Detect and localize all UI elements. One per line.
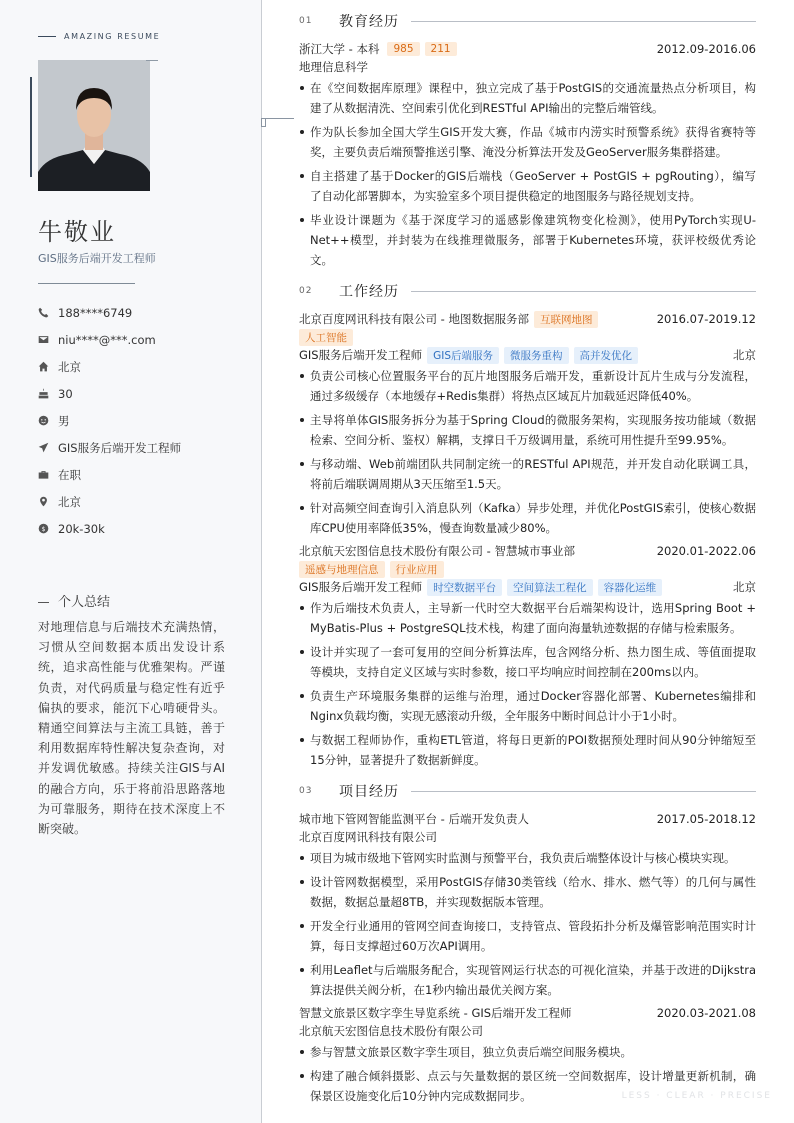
job-head bbox=[299, 310, 756, 328]
skill-tag: 高并发优化 bbox=[574, 347, 639, 364]
skill-tag: GIS后端服务 bbox=[427, 347, 499, 364]
project-head bbox=[299, 810, 756, 828]
divider bbox=[38, 283, 135, 284]
skill-tag: 容器化运维 bbox=[598, 579, 663, 596]
section-title: 工作经历 bbox=[339, 284, 399, 300]
education-date: 2012.09-2016.06 bbox=[656, 42, 756, 56]
project-org: 北京百度网讯科技有限公司 bbox=[299, 830, 437, 844]
profile-photo bbox=[38, 60, 150, 191]
phone-icon bbox=[38, 307, 49, 318]
info-city: 北京 bbox=[38, 353, 181, 380]
list-item: 与数据工程师协作，重构ETL管道，将每日更新的POI数据预处理时间从90分钟缩短至15分钟，显著提升了数据新鲜度。 bbox=[299, 730, 756, 770]
list-item: 作为后端技术负责人，主导新一代时空大数据平台后端架构设计，选用Spring Boot + MyBatis-Plus + PostgreSQL技术栈，构建了面向海量轨迹数据的存储与检索服务。 bbox=[299, 598, 756, 638]
industry-tag: 行业应用 bbox=[390, 561, 444, 578]
industry-tags bbox=[299, 328, 756, 346]
svg-text:$: $ bbox=[41, 525, 46, 533]
industry-tag: 人工智能 bbox=[299, 329, 353, 346]
info-location: 北京 bbox=[38, 488, 181, 515]
info-gender: 男 bbox=[38, 407, 181, 434]
info-phone: 188****6749 bbox=[38, 299, 181, 326]
job-date: 2016.07-2019.12 bbox=[656, 312, 756, 326]
list-item: 设计管网数据模型，采用PostGIS存储30类管线（给水、排水、燃气等）的几何与属性数据，数据总量超8TB，并实现数据版本管理。 bbox=[299, 872, 756, 912]
skill-tag: 微服务重构 bbox=[504, 347, 569, 364]
list-item: 毕业设计课题为《基于深度学习的遥感影像建筑物变化检测》，使用PyTorch实现U-Net++模型，并封装为在线推理微服务，部署于Kubernetes环境，获评校级优秀论文。 bbox=[299, 210, 756, 270]
sidebar-marker bbox=[261, 118, 266, 127]
project-org: 北京航天宏图信息技术股份有限公司 bbox=[299, 1024, 483, 1038]
photo-accent bbox=[30, 77, 32, 177]
send-icon bbox=[38, 442, 49, 453]
home-icon bbox=[38, 361, 49, 372]
list-item: 开发全行业通用的管网空间查询接口，支持管点、管段拓扑分析及爆管影响范围实时计算，每日支撑超过60万次API调用。 bbox=[299, 916, 756, 956]
project-date: 2020.03-2021.08 bbox=[656, 1006, 756, 1020]
job-head bbox=[299, 542, 756, 560]
section-title: 教育经历 bbox=[339, 14, 399, 30]
section-number: 01 bbox=[299, 16, 313, 26]
job-title: GIS服务后端开发工程师 bbox=[38, 252, 156, 265]
list-item: 利用Leaflet与后端服务配合，实现管网运行状态的可视化渲染，并基于改进的Dijkstra算法提供关阀分析，在1秒内输出最优关阀方案。 bbox=[299, 960, 756, 1000]
list-item: 构建了融合倾斜摄影、点云与矢量数据的景区统一空间数据库，设计增量更新机制，确保景区设施变化后10分钟内完成数据同步。 bbox=[299, 1066, 756, 1106]
industry-tag: 互联网地图 bbox=[534, 311, 599, 328]
job-city: 北京 bbox=[733, 580, 756, 594]
section-rule bbox=[411, 21, 756, 22]
company-name: 北京百度网讯科技有限公司 - 地图数据服务部 bbox=[299, 312, 529, 326]
info-email: niu****@***.com bbox=[38, 326, 181, 353]
list-item: 负责生产环境服务集群的运维与治理，通过Docker容器化部署、Kubernetes编排和Nginx负载均衡，实现无感滚动升级，全年服务中断时间总计小于1小时。 bbox=[299, 686, 756, 726]
project-head bbox=[299, 1004, 756, 1022]
projects-header bbox=[299, 780, 756, 802]
section-rule bbox=[411, 291, 756, 292]
section-number: 03 bbox=[299, 786, 313, 796]
major: 地理信息科学 bbox=[299, 60, 368, 74]
info-status: 在职 bbox=[38, 461, 181, 488]
contact-info bbox=[38, 299, 181, 542]
list-item: 作为队长参加全国大学生GIS开发大赛，作品《城市内涝实时预警系统》获得省赛特等奖，主要负责后端预警推送引擎、淹没分析算法开发及GeoServer服务集群搭建。 bbox=[299, 122, 756, 162]
cake-icon bbox=[38, 388, 49, 399]
project-bullets bbox=[299, 848, 756, 1000]
list-item: 自主搭建了基于Docker的GIS后端栈（GeoServer + PostGIS + pgRouting），编写了自动化部署脚本，为实验室多个项目提供稳定的地图服务与路径规划支持。 bbox=[299, 166, 756, 206]
industry-tag: 遥感与地理信息 bbox=[299, 561, 385, 578]
list-item: 在《空间数据库原理》课程中，独立完成了基于PostGIS的交通流量热点分析项目，构建了从数据清洗、空间索引优化到RESTful API输出的完整后端管线。 bbox=[299, 78, 756, 118]
mail-icon bbox=[38, 334, 49, 345]
location-icon bbox=[38, 496, 49, 507]
project-name: 智慧文旅景区数字孪生导览系统 - GIS后端开发工程师 bbox=[299, 1006, 572, 1020]
school-tag: 985 bbox=[387, 42, 419, 56]
school-name: 浙江大学 - 本科 bbox=[299, 42, 380, 56]
job-city: 北京 bbox=[733, 348, 756, 362]
section-rule bbox=[411, 791, 756, 792]
education-header bbox=[299, 10, 756, 32]
list-item: 参与智慧文旅景区数字孪生项目，独立负责后端空间服务模块。 bbox=[299, 1042, 756, 1062]
info-position: GIS服务后端开发工程师 bbox=[38, 434, 181, 461]
education-entry-head bbox=[299, 40, 756, 58]
skill-tag: 空间算法工程化 bbox=[507, 579, 593, 596]
summary-title: 个人总结 bbox=[38, 591, 110, 610]
person-icon bbox=[38, 415, 49, 426]
job-date: 2020.01-2022.06 bbox=[656, 544, 756, 558]
main-content bbox=[299, 10, 756, 1110]
section-number: 02 bbox=[299, 286, 313, 296]
job-role-line bbox=[299, 346, 756, 364]
job-bullets bbox=[299, 366, 756, 538]
list-item: 与移动端、Web前端团队共同制定统一的RESTful API规范，并开发自动化联调工具，将前后端联调周期从3天压缩至1.5天。 bbox=[299, 454, 756, 494]
job-role: GIS服务后端开发工程师 bbox=[299, 580, 423, 594]
project-date: 2017.05-2018.12 bbox=[656, 812, 756, 826]
info-salary: $ 20k-30k bbox=[38, 515, 181, 542]
briefcase-icon bbox=[38, 469, 49, 480]
list-item: 项目为城市级地下管网实时监测与预警平台，我负责后端整体设计与核心模块实现。 bbox=[299, 848, 756, 868]
list-item: 主导将单体GIS服务拆分为基于Spring Cloud的微服务架构，实现服务按功能域（数据检索、空间分析、鉴权）解耦，支撑日千万级调用量，系统可用性提升至99.95%。 bbox=[299, 410, 756, 450]
coin-icon bbox=[38, 523, 49, 534]
sidebar bbox=[0, 0, 262, 1123]
person-name: 牛敬业 bbox=[38, 218, 116, 246]
sidebar-marker-line bbox=[266, 118, 294, 119]
work-header bbox=[299, 280, 756, 302]
job-bullets bbox=[299, 598, 756, 770]
photo-frame-line bbox=[146, 60, 158, 61]
summary-text: 对地理信息与后端技术充满热情，习惯从空间数据本质出发设计系统，追求高性能与优雅架构。严谨负责，对代码质量与稳定性有近乎偏执的要求，能沉下心啃硬骨头。精通空间算法与主流工具链，善于利用数据库特性解决复杂查询，对并发调优敏感。持续关注GIS与AI的融合方向，乐于将前沿思路落地为可靠服务，期待在技术深度上不断突破。 bbox=[38, 620, 225, 837]
section-title: 项目经历 bbox=[339, 784, 399, 800]
list-item: 设计并实现了一套可复用的空间分析算法库，包含网络分析、热力图生成、等值面提取等模块，支持自定义区域与实时参数，接口平均响应时间控制在200ms以内。 bbox=[299, 642, 756, 682]
job-role: GIS服务后端开发工程师 bbox=[299, 348, 423, 362]
school-tag: 211 bbox=[425, 42, 457, 56]
project-name: 城市地下管网智能监测平台 - 后端开发负责人 bbox=[299, 812, 529, 826]
list-item: 针对高频空间查询引入消息队列（Kafka）异步处理，并优化PostGIS索引，使核心数据库CPU使用率降低35%，慢查询数量减少80%。 bbox=[299, 498, 756, 538]
brand: AMAZING RESUME bbox=[38, 32, 160, 41]
skill-tag: 时空数据平台 bbox=[427, 579, 502, 596]
company-name: 北京航天宏图信息技术股份有限公司 - 智慧城市事业部 bbox=[299, 544, 575, 558]
job-role-line bbox=[299, 578, 756, 596]
info-age: 30 bbox=[38, 380, 181, 407]
education-bullets bbox=[299, 78, 756, 270]
watermark: LESS · CLEAR · PRECISE bbox=[621, 1091, 772, 1101]
industry-tags bbox=[299, 560, 756, 578]
list-item: 负责公司核心位置服务平台的瓦片地图服务后端开发，重新设计瓦片生成与分发流程，通过多级缓存（本地缓存+Redis集群）将热点区域瓦片加载延迟降低40%。 bbox=[299, 366, 756, 406]
